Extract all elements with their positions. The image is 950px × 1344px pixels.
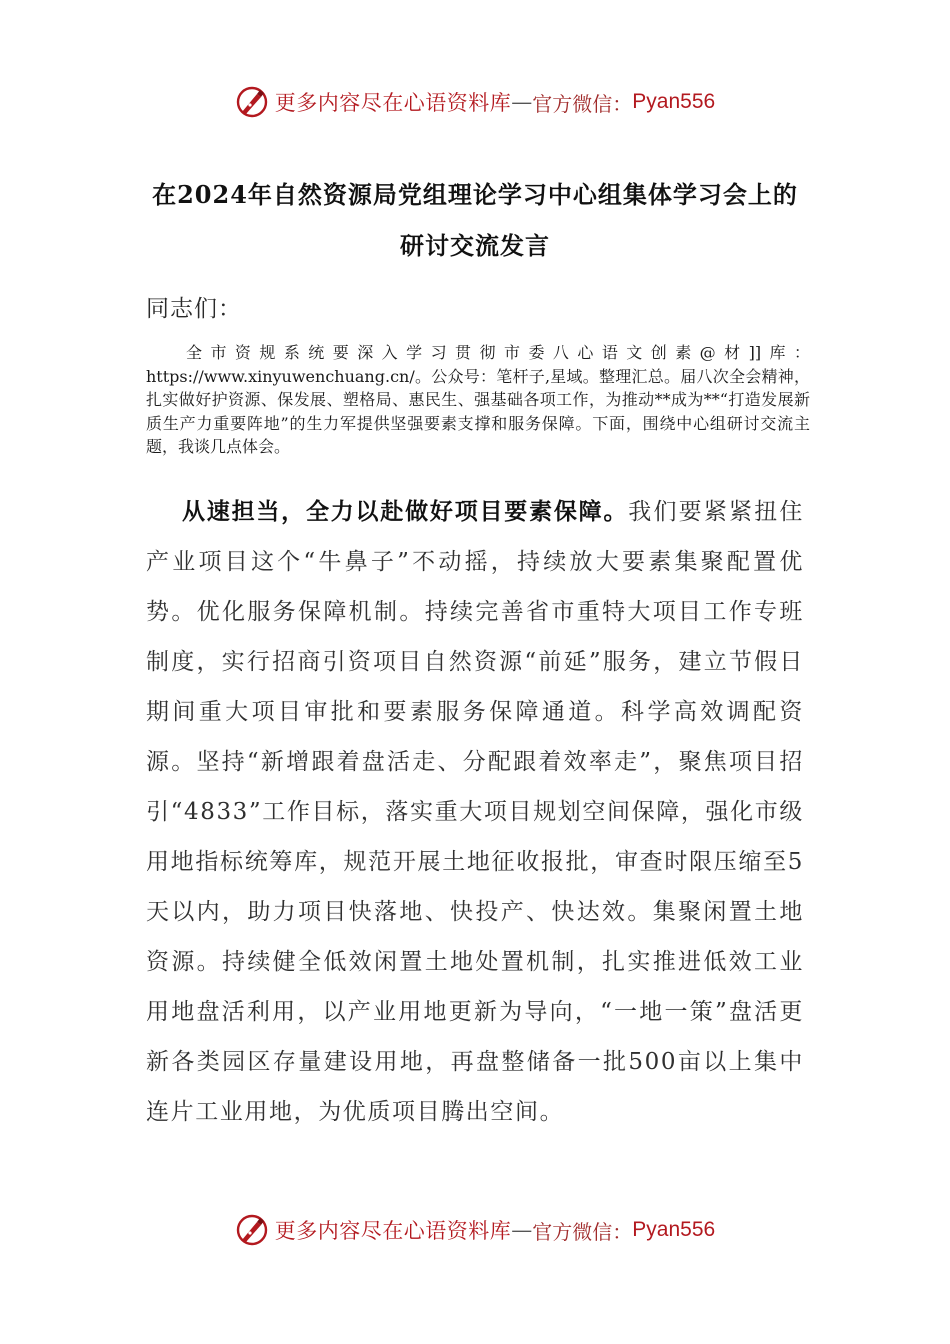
section-1-body: 我们要紧紧扭住产业项目这个“牛鼻子”不动摇，持续放大要素集聚配置优势。优化服务保障机制。持续完善省市重特大项目工作专班制度，实行招商引资项目自然资源“前延”服务，建立节假日期间重大项目审批和要素服务保障通道。科学高效调配资源。坚持“新增跟着盘活走、分配跟着效率走”，聚焦项目招引“4833”工作目标，落实重大项目规划空间保障，强化市级用地指标统筹库，规范开展土地征收报批，审查时限压缩至5天以内，助力项目快落地、快投产、快达效。集聚闲置土地资源。持续健全低效闲置土地处置机制，扎实推进低效工业用地盘活利用，以产业用地更新为导向，“一地一策”盘活更新各类园区存量建设用地，再盘整储备一批500亩以上集中连片工业用地，为优质项目腾出空间。	[146, 499, 804, 1125]
salutation: 同志们：	[146, 296, 242, 322]
wechat-handle: Pyan556	[632, 90, 716, 113]
section-1-paragraph	[146, 487, 804, 1137]
wechat-label: 官方微信：	[532, 1219, 633, 1244]
banner-separator: —	[511, 1218, 533, 1242]
section-1-heading: 从速担当，全力以赴做好项目要素保障。	[182, 498, 629, 525]
document-title-line-2: 研讨交流发言	[400, 231, 550, 260]
footer-banner	[0, 1208, 950, 1252]
pen-nib-circle-icon	[235, 85, 269, 119]
intro-paragraph: 全市资规系统要深入学习贯彻市委八心语文创素@材]]库：https://www.xinyuwenchuang.cn/。公众号：笔杆子,星域。整理汇总。届八次全会精神，扎实做好护资源、保发展、塑格局、惠民生、强基础各项工作，为推动**成为**“打造发展新质生产力重要阵地”的生力军提供坚强要素支撑和服务保障。下面，围绕中心组研讨交流主题，我谈几点体会。	[146, 343, 810, 456]
wechat-handle: Pyan556	[632, 1218, 716, 1241]
brand-text: 更多内容尽在心语资料库	[274, 1219, 512, 1243]
brand-text: 更多内容尽在心语资料库	[274, 91, 512, 115]
header-banner	[0, 80, 950, 124]
wechat-label: 官方微信：	[532, 91, 633, 116]
banner-separator: —	[511, 90, 533, 114]
pen-nib-circle-icon	[235, 1213, 269, 1247]
document-title-line-1: 在2024年自然资源局党组理论学习中心组集体学习会上的	[152, 180, 798, 209]
